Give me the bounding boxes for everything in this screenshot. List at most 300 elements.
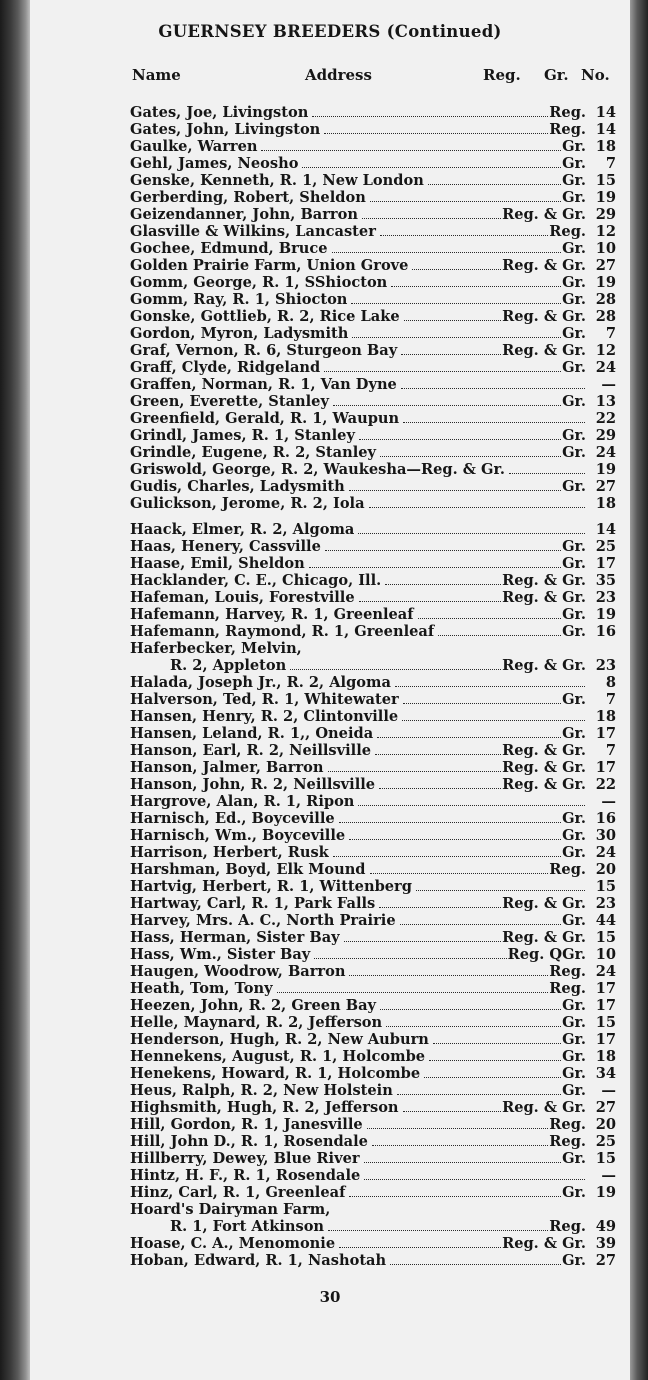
registration-status: Gr. [562, 1082, 586, 1099]
herd-number: 17 [595, 725, 616, 742]
registration-status: Gr. [562, 393, 586, 410]
breeder-name: Harshman, Boyd, Elk Mound [130, 861, 366, 878]
list-item [130, 793, 616, 810]
document-page [30, 0, 630, 1380]
dot-leader [364, 1161, 562, 1163]
dot-leader [349, 489, 561, 491]
dot-leader [379, 787, 501, 789]
herd-number: 22 [595, 776, 616, 793]
herd-number: 19 [595, 606, 616, 623]
breeder-name: Hoase, C. A., Menomonie [130, 1235, 336, 1252]
list-item [130, 138, 616, 155]
dot-leader [314, 957, 506, 959]
dot-leader [362, 217, 501, 219]
breeder-name: Graf, Vernon, R. 6, Sturgeon Bay [130, 342, 398, 359]
herd-number: 23 [595, 657, 616, 674]
dot-leader [404, 319, 501, 321]
list-item [130, 708, 616, 725]
breeder-name: Hafemann, Harvey, R. 1, Greenleaf [130, 606, 414, 623]
registration-status: Gr. [562, 997, 586, 1014]
dot-leader [429, 1059, 561, 1061]
registration-status: Reg. [549, 1218, 586, 1235]
registration-status: Reg. [549, 1133, 586, 1150]
dot-leader [391, 285, 561, 287]
list-item [130, 912, 616, 929]
herd-number: 7 [605, 325, 616, 342]
herd-number: 17 [595, 759, 616, 776]
breeder-name: Hennekens, August, R. 1, Holcombe [130, 1048, 426, 1065]
herd-number: 19 [595, 1184, 616, 1201]
registration-status: Gr. [562, 1014, 586, 1031]
list-item [130, 274, 616, 291]
herd-number: 20 [595, 861, 616, 878]
breeder-name: Gates, John, Livingston [130, 121, 321, 138]
registration-status: Reg. [549, 861, 586, 878]
registration-status: Reg. & Gr. [502, 776, 586, 793]
dot-leader [332, 251, 562, 253]
registration-status: Gr. [562, 912, 586, 929]
list-item [130, 1218, 616, 1235]
breeder-name: Gerberding, Robert, Sheldon [130, 189, 366, 206]
herd-number: 49 [595, 1218, 616, 1235]
breeder-name: Hillberry, Dewey, Blue River [130, 1150, 360, 1167]
list-item [130, 810, 616, 827]
dot-leader [359, 600, 501, 602]
dot-leader [400, 923, 561, 925]
column-header-no: No. [581, 66, 610, 84]
list-item [130, 291, 616, 308]
breeder-name: Graffen, Norman, R. 1, Van Dyne [130, 376, 397, 393]
list-item [130, 1031, 616, 1048]
herd-number: 18 [595, 1048, 616, 1065]
herd-number: 12 [595, 223, 616, 240]
herd-number: 7 [605, 155, 616, 172]
registration-status: Gr. [562, 444, 586, 461]
breeder-name: Glasville & Wilkins, Lancaster [130, 223, 376, 240]
list-item [130, 206, 616, 223]
registration-status: Gr. [562, 1048, 586, 1065]
registration-status: Reg. & Gr. [502, 308, 586, 325]
herd-number: 18 [595, 495, 616, 512]
list-item [130, 1167, 616, 1184]
dot-leader [380, 455, 561, 457]
dot-leader [403, 1110, 502, 1112]
herd-number: 22 [595, 410, 616, 427]
breeder-name: Griswold, George, R. 2, Waukesha—Reg. & Gr. [130, 461, 505, 478]
list-item [130, 657, 616, 674]
registration-status: Gr. [562, 1252, 586, 1269]
registration-status: Reg. [549, 104, 586, 121]
registration-status: Reg. [549, 980, 586, 997]
registration-status: Gr. [562, 725, 586, 742]
registration-status: Reg. & Gr. [502, 572, 586, 589]
list-item [130, 1201, 616, 1218]
registration-status: Gr. [562, 538, 586, 555]
list-item [130, 461, 616, 478]
registration-status: Gr. [562, 1031, 586, 1048]
registration-status: Gr. [562, 189, 586, 206]
dot-leader [402, 719, 585, 721]
breeder-name: Hartvig, Herbert, R. 1, Wittenberg [130, 878, 412, 895]
registration-status: Gr. [562, 1065, 586, 1082]
breeder-name: Gordon, Myron, Ladysmith [130, 325, 349, 342]
list-item [130, 589, 616, 606]
herd-number: 10 [595, 946, 616, 963]
registration-status: Reg. & Gr. [502, 257, 586, 274]
dot-leader [509, 472, 585, 474]
breeder-name: Harrison, Herbert, Rusk [130, 844, 329, 861]
herd-number: 15 [595, 1150, 616, 1167]
dot-leader [306, 652, 585, 653]
herd-number: 12 [595, 342, 616, 359]
list-item [130, 1150, 616, 1167]
registration-status: Gr. [562, 844, 586, 861]
dot-leader [344, 940, 501, 942]
breeder-name: Hargrove, Alan, R. 1, Ripon [130, 793, 355, 810]
list-item [130, 929, 616, 946]
dot-leader [290, 668, 501, 670]
dot-leader [349, 838, 561, 840]
breeder-name: Hinz, Carl, R. 1, Greenleaf [130, 1184, 346, 1201]
dot-leader [403, 702, 561, 704]
herd-number: — [601, 1167, 616, 1184]
dot-leader [370, 200, 561, 202]
list-item [130, 725, 616, 742]
dot-leader [390, 1263, 561, 1265]
breeder-name: Gates, Joe, Livingston [130, 104, 309, 121]
list-item [130, 623, 616, 640]
herd-number: 8 [605, 674, 616, 691]
list-item [130, 997, 616, 1014]
column-header-name: Name [132, 66, 181, 84]
breeder-name: Halverson, Ted, R. 1, Whitewater [130, 691, 399, 708]
herd-number: 30 [595, 827, 616, 844]
list-item [130, 895, 616, 912]
breeder-name: Greenfield, Gerald, R. 1, Waupun [130, 410, 400, 427]
list-item [130, 308, 616, 325]
dot-leader [385, 583, 501, 585]
breeder-name: Geizendanner, John, Barron [130, 206, 358, 223]
list-item [130, 223, 616, 240]
registration-status: Gr. [562, 427, 586, 444]
breeder-name: Hoard's Dairyman Farm, [130, 1201, 331, 1218]
dot-leader [325, 549, 561, 551]
breeder-name: Hafeman, Louis, Forestville [130, 589, 355, 606]
registration-status: Gr. [562, 274, 586, 291]
page-title: GUERNSEY BREEDERS (Continued) [158, 22, 502, 41]
dot-leader [358, 804, 585, 806]
herd-number: 24 [595, 359, 616, 376]
registration-status: Gr. [562, 240, 586, 257]
breeder-name: Hill, Gordon, R. 1, Janesville [130, 1116, 363, 1133]
registration-status: Gr. [562, 155, 586, 172]
herd-number: 44 [595, 912, 616, 929]
registration-status: Gr. [562, 555, 586, 572]
list-item [130, 495, 616, 512]
list-item [130, 1065, 616, 1082]
breeder-name: Highsmith, Hugh, R. 2, Jefferson [130, 1099, 399, 1116]
registration-status: Gr. [562, 291, 586, 308]
list-item [130, 1235, 616, 1252]
dot-leader [438, 634, 561, 636]
registration-status: Gr. [562, 478, 586, 495]
dot-leader [412, 268, 501, 270]
herd-number: 25 [595, 1133, 616, 1150]
registration-status: Gr. [562, 325, 586, 342]
herd-number: 35 [595, 572, 616, 589]
registration-status: Gr. [562, 827, 586, 844]
list-item [130, 257, 616, 274]
page-number: 30 [319, 1288, 341, 1306]
dot-leader [359, 438, 561, 440]
breeder-name: R. 2, Appleton [170, 657, 287, 674]
dot-leader [375, 753, 501, 755]
breeder-list [130, 104, 616, 1269]
registration-status: Gr. [562, 691, 586, 708]
breeder-name: Hansen, Leland, R. 1,, Oneida [130, 725, 374, 742]
list-item [130, 155, 616, 172]
list-item [130, 172, 616, 189]
breeder-name: Heath, Tom, Tony [130, 980, 273, 997]
herd-number: 15 [595, 929, 616, 946]
list-item [130, 844, 616, 861]
list-item [130, 742, 616, 759]
breeder-name: Gulickson, Jerome, R. 2, Iola [130, 495, 365, 512]
dot-leader [370, 872, 549, 874]
breeder-name: Heus, Ralph, R. 2, New Holstein [130, 1082, 393, 1099]
dot-leader [397, 1093, 561, 1095]
dot-leader [372, 1144, 548, 1146]
herd-number: 24 [595, 444, 616, 461]
dot-leader [369, 506, 585, 508]
list-item [130, 427, 616, 444]
breeder-name: Hanson, Earl, R. 2, Neillsville [130, 742, 372, 759]
registration-status: Gr. [562, 606, 586, 623]
column-headers [30, 66, 630, 86]
list-item [130, 359, 616, 376]
registration-status: Reg. & Gr. [502, 759, 586, 776]
dot-leader [351, 302, 561, 304]
dot-leader [261, 149, 561, 151]
dot-leader [418, 617, 562, 619]
breeder-name: Hansen, Henry, R. 2, Clintonville [130, 708, 399, 725]
breeder-name: Hass, Herman, Sister Bay [130, 929, 340, 946]
breeder-name: Hintz, H. F., R. 1, Rosendale [130, 1167, 361, 1184]
breeder-name: Hanson, John, R. 2, Neillsville [130, 776, 376, 793]
list-item [130, 1133, 616, 1150]
list-item [130, 980, 616, 997]
dot-leader [302, 166, 561, 168]
registration-status: Reg. & Gr. [502, 1235, 586, 1252]
breeder-name: Helle, Maynard, R. 2, Jefferson [130, 1014, 383, 1031]
list-item [130, 538, 616, 555]
breeder-name: R. 1, Fort Atkinson [170, 1218, 325, 1235]
herd-number: 28 [595, 308, 616, 325]
list-item [130, 776, 616, 793]
dot-leader [380, 1008, 561, 1010]
registration-status: Gr. [562, 810, 586, 827]
list-item [130, 478, 616, 495]
dot-leader [364, 1178, 585, 1180]
breeder-name: Hoban, Edward, R. 1, Nashotah [130, 1252, 387, 1269]
dot-leader [395, 685, 585, 687]
breeder-name: Henekens, Howard, R. 1, Holcombe [130, 1065, 421, 1082]
list-item [130, 325, 616, 342]
list-item [130, 606, 616, 623]
dot-leader [403, 421, 585, 423]
dot-leader [349, 1195, 561, 1197]
breeder-name: Genske, Kenneth, R. 1, New London [130, 172, 424, 189]
list-item [130, 1099, 616, 1116]
registration-status: Reg. & Gr. [502, 742, 586, 759]
breeder-name: Hill, John D., R. 1, Rosendale [130, 1133, 368, 1150]
breeder-name: Haase, Emil, Sheldon [130, 555, 305, 572]
dot-leader [324, 132, 548, 134]
breeder-name: Gochee, Edmund, Bruce [130, 240, 328, 257]
herd-number: 7 [605, 742, 616, 759]
dot-leader [334, 1213, 585, 1214]
registration-status: Gr. [562, 1150, 586, 1167]
herd-number: 13 [595, 393, 616, 410]
breeder-name: Harvey, Mrs. A. C., North Prairie [130, 912, 396, 929]
herd-number: 17 [595, 980, 616, 997]
registration-status: Gr. [562, 623, 586, 640]
list-item [130, 1252, 616, 1269]
list-item [130, 691, 616, 708]
herd-number: 16 [595, 623, 616, 640]
list-item [130, 376, 616, 393]
dot-leader [339, 1246, 501, 1248]
dot-leader [349, 974, 548, 976]
breeder-name: Gomm, George, R. 1, SShiocton [130, 274, 388, 291]
breeder-name: Graff, Clyde, Ridgeland [130, 359, 321, 376]
herd-number: 29 [595, 206, 616, 223]
herd-number: 25 [595, 538, 616, 555]
registration-status: Gr. [562, 359, 586, 376]
herd-number: 29 [595, 427, 616, 444]
herd-number: 24 [595, 844, 616, 861]
book-edge-right [630, 0, 648, 1380]
list-item [130, 759, 616, 776]
dot-leader [380, 234, 548, 236]
registration-status: Reg. & Gr. [502, 895, 586, 912]
breeder-name: Haugen, Woodrow, Barron [130, 963, 346, 980]
herd-number: 16 [595, 810, 616, 827]
dot-leader [424, 1076, 561, 1078]
dot-leader [277, 991, 549, 993]
dot-leader [416, 889, 585, 891]
breeder-name: Gomm, Ray, R. 1, Shiocton [130, 291, 348, 308]
breeder-name: Gonske, Gottlieb, R. 2, Rice Lake [130, 308, 400, 325]
breeder-name: Haas, Henery, Cassville [130, 538, 321, 555]
registration-status: Reg. [549, 121, 586, 138]
column-header-gr: Gr. [544, 66, 569, 84]
breeder-name: Hartway, Carl, R. 1, Park Falls [130, 895, 376, 912]
herd-number: 19 [595, 461, 616, 478]
herd-number: — [601, 793, 616, 810]
registration-status: Reg. [549, 1116, 586, 1133]
breeder-name: Grindl, James, R. 1, Stanley [130, 427, 355, 444]
herd-number: 28 [595, 291, 616, 308]
list-item [130, 572, 616, 589]
breeder-name: Halada, Joseph Jr., R. 2, Algoma [130, 674, 391, 691]
herd-number: 17 [595, 1031, 616, 1048]
dot-leader [386, 1025, 561, 1027]
list-item [130, 1184, 616, 1201]
list-item [130, 861, 616, 878]
list-item [130, 555, 616, 572]
list-item [130, 104, 616, 121]
registration-status: Gr. [562, 172, 586, 189]
herd-number: 7 [605, 691, 616, 708]
breeder-name: Harnisch, Ed., Boyceville [130, 810, 335, 827]
breeder-name: Grindle, Eugene, R. 2, Stanley [130, 444, 377, 461]
breeder-name: Hacklander, C. E., Chicago, Ill. [130, 572, 382, 589]
dot-leader [367, 1127, 549, 1129]
list-item [130, 1014, 616, 1031]
breeder-name: Henderson, Hugh, R. 2, New Auburn [130, 1031, 429, 1048]
herd-number: — [601, 376, 616, 393]
herd-number: 15 [595, 1014, 616, 1031]
herd-number: 27 [595, 478, 616, 495]
list-item [130, 444, 616, 461]
herd-number: 14 [595, 521, 616, 538]
list-item [130, 410, 616, 427]
herd-number: 39 [595, 1235, 616, 1252]
dot-leader [401, 387, 585, 389]
registration-status: Reg. QGr. [507, 946, 586, 963]
registration-status: Reg. & Gr. [502, 589, 586, 606]
column-header-address: Address [305, 66, 372, 84]
list-item [130, 1116, 616, 1133]
breeder-name: Gehl, James, Neosho [130, 155, 299, 172]
registration-status: Reg. & Gr. [502, 342, 586, 359]
registration-status: Reg. [549, 963, 586, 980]
dot-leader [309, 566, 561, 568]
herd-number: 15 [595, 172, 616, 189]
list-item [130, 342, 616, 359]
breeder-name: Heezen, John, R. 2, Green Bay [130, 997, 377, 1014]
list-item [130, 946, 616, 963]
registration-status: Reg. & Gr. [502, 1099, 586, 1116]
herd-number: 20 [595, 1116, 616, 1133]
list-item [130, 189, 616, 206]
dot-leader [377, 736, 561, 738]
registration-status: Reg. & Gr. [502, 206, 586, 223]
list-item [130, 878, 616, 895]
registration-status: Gr. [562, 138, 586, 155]
herd-number: 15 [595, 878, 616, 895]
list-item [130, 827, 616, 844]
breeder-name: Green, Everette, Stanley [130, 393, 329, 410]
dot-leader [428, 183, 561, 185]
breeder-name: Harnisch, Wm., Boyceville [130, 827, 346, 844]
dot-leader [433, 1042, 561, 1044]
breeder-name: Hanson, Jalmer, Barron [130, 759, 324, 776]
dot-leader [339, 821, 561, 823]
breeder-name: Hass, Wm., Sister Bay [130, 946, 311, 963]
breeder-name: Gaulke, Warren [130, 138, 258, 155]
dot-leader [324, 370, 561, 372]
dot-leader [333, 855, 561, 857]
dot-leader [328, 1229, 548, 1231]
herd-number: 23 [595, 895, 616, 912]
dot-leader [358, 532, 585, 534]
herd-number: 17 [595, 997, 616, 1014]
dot-leader [312, 115, 548, 117]
registration-status: Gr. [562, 1184, 586, 1201]
list-item [130, 240, 616, 257]
